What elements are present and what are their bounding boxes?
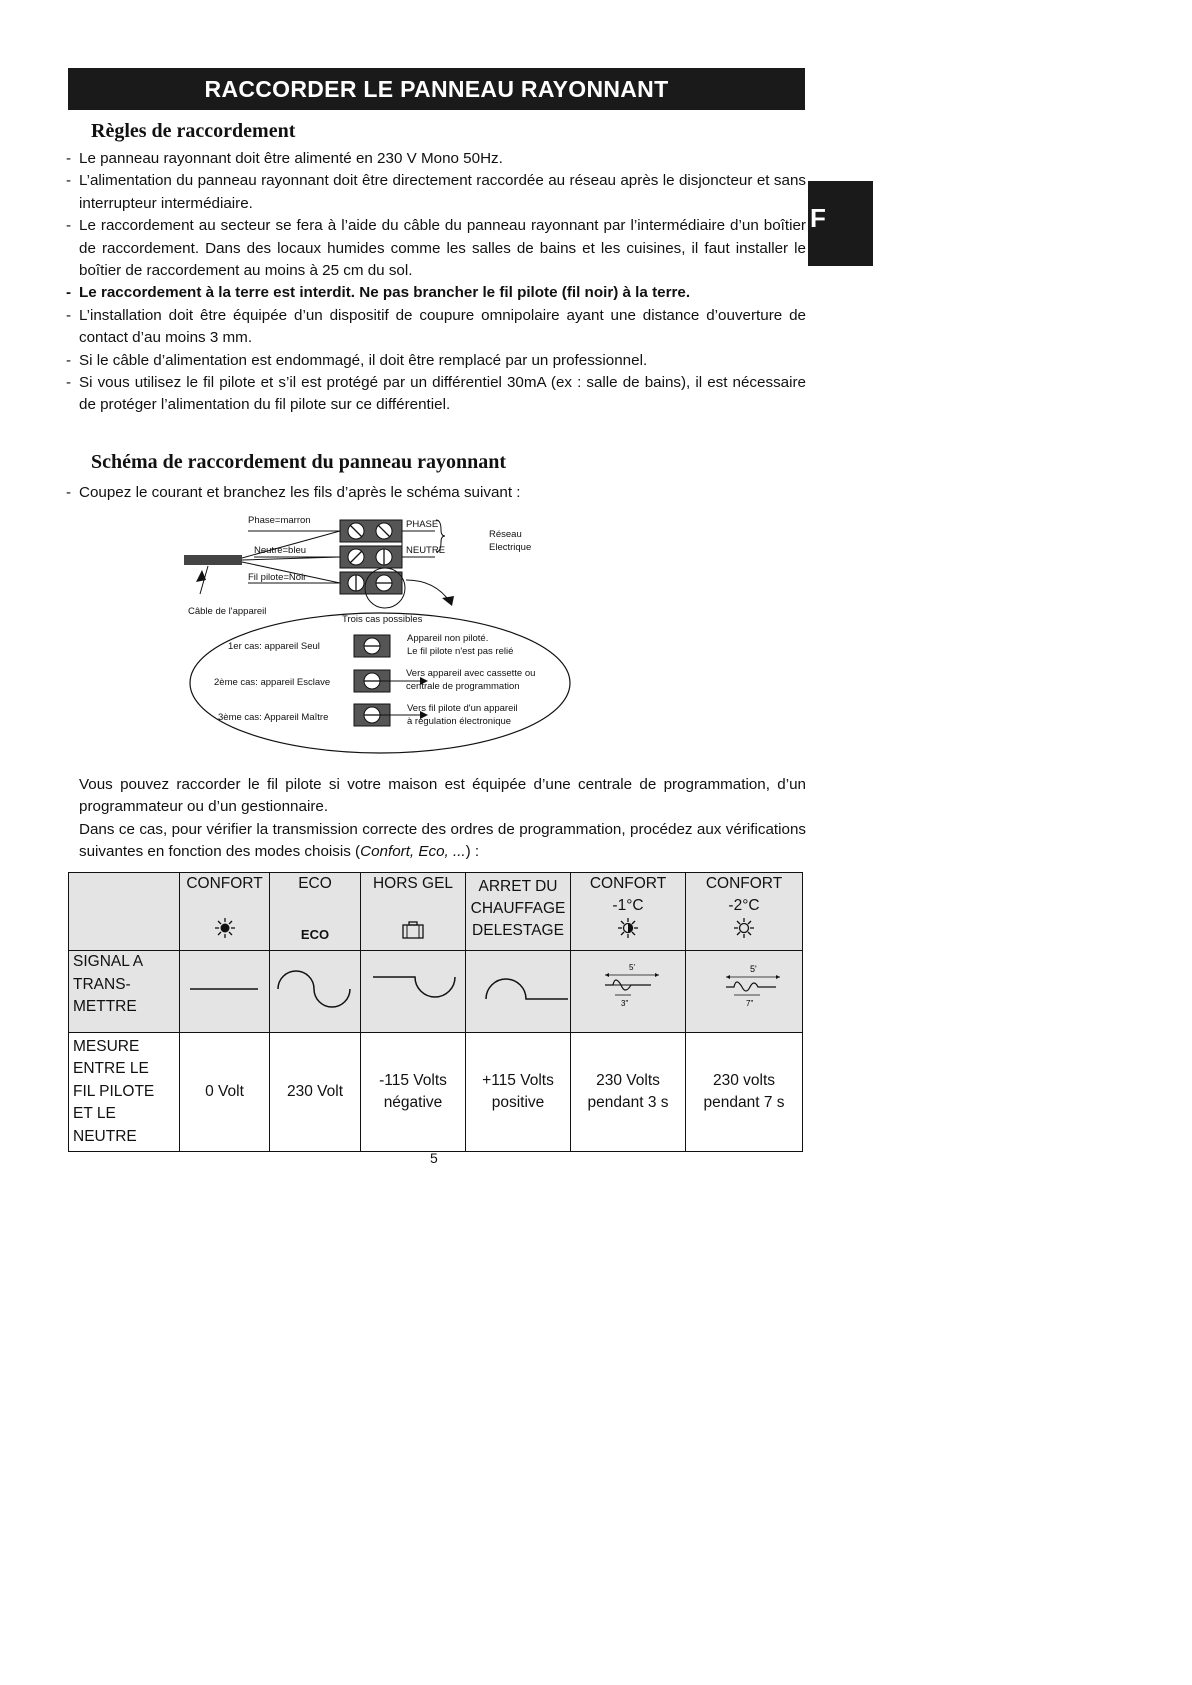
label-phase-wire: Phase=marron	[248, 515, 311, 526]
measure-confort-minus1-l2: pendant 3 s	[587, 1094, 669, 1111]
label-pilot-wire: Fil pilote=Noir	[248, 572, 307, 583]
rule-item: - Si le câble d’alimentation est endommagé, il doit être remplacé par un professionnel.	[66, 350, 806, 372]
label-phase: PHASE	[406, 519, 439, 530]
header-confort-minus1	[571, 873, 686, 951]
header-arret-l2: CHAUFFAGE	[470, 900, 566, 917]
row-label-measure-l4: ET LE	[73, 1105, 116, 1123]
signal-confort	[180, 951, 270, 1033]
label-case-3-desc-1: Vers fil pilote d'un appareil	[407, 703, 518, 714]
header-arret-l1: ARRET DU	[478, 878, 558, 895]
label-case-3-desc-2: à régulation électronique	[407, 716, 512, 727]
verification-paragraph	[66, 819, 806, 864]
rule-item: - L’alimentation du panneau rayonnant doit être directement raccordée au réseau après le disjoncteur et sans interrupteur intermédiaire.	[66, 170, 806, 215]
label-case-1-desc-2: Le fil pilote n'est pas relié	[407, 646, 514, 657]
measure-confort-minus2-l1: 230 volts	[712, 1072, 776, 1089]
signal-confort-minus1	[571, 951, 686, 1033]
measure-hors-gel-l2: négative	[383, 1094, 443, 1111]
label-case-3: 3ème cas: Appareil Maître	[218, 712, 329, 723]
header-confort-minus2-l2: -2°C	[728, 897, 760, 914]
measure-arret	[466, 1033, 571, 1152]
page-banner-title: RACCORDER LE PANNEAU RAYONNANT	[68, 68, 805, 110]
row-label-measure	[69, 1033, 180, 1152]
measure-confort	[180, 1033, 270, 1152]
rule-item: - Le raccordement au secteur se fera à l’aide du câble du panneau rayonnant par l’intermédiaire d’un boîtier de raccordement. Dans des locaux humides comme les salles de bains et les cuisines, il faut installer le boîtier de raccordement au moins à 25 cm du sol.	[66, 215, 806, 282]
row-label-signal-l3: METTRE	[73, 998, 137, 1015]
rule-item: - Le raccordement à la terre est interdit. Ne pas brancher le fil pilote (fil noir) à la terre.	[66, 282, 806, 304]
label-case-1: 1er cas: appareil Seul	[228, 641, 320, 652]
signal-confort-minus2-bottom: 7"	[746, 999, 754, 1008]
label-cases-title: Trois cas possibles	[342, 614, 423, 625]
language-tab-label: F	[810, 203, 826, 233]
header-confort-label: CONFORT	[186, 875, 263, 892]
verification-text-a: Dans ce cas, pour vérifier la transmission correcte des ordres de programmation, procédez aux vérifications suivantes en fonction des modes choisis (	[79, 821, 806, 861]
page-number: 5	[430, 1150, 438, 1166]
label-network-2: Electrique	[489, 542, 532, 553]
verification-text-b: ) :	[465, 843, 480, 861]
header-confort-minus2	[686, 873, 803, 951]
section-title-rules: Règles de raccordement	[91, 120, 296, 142]
pilot-wire-paragraph: Vous pouvez raccorder le fil pilote si votre maison est équipée d’une centrale de programmation, d’un programmateur ou d’un gestionnaire.	[79, 776, 806, 816]
header-arret	[466, 873, 571, 951]
language-tab	[808, 181, 873, 266]
measure-confort-minus1	[571, 1033, 686, 1152]
measure-hors-gel-l1: -115 Volts	[379, 1072, 447, 1089]
rules-list	[66, 148, 806, 417]
signal-confort-minus2-top: 5'	[750, 964, 757, 974]
rule-item: - Le panneau rayonnant doit être alimenté en 230 V Mono 50Hz.	[66, 148, 806, 170]
row-label-measure-l3: FIL PILOTE	[73, 1082, 155, 1100]
label-case-2-desc-2: centrale de programmation	[406, 681, 520, 692]
signal-confort-minus2	[686, 951, 803, 1033]
signal-hors-gel	[361, 951, 466, 1033]
label-cable: Câble de l'appareil	[188, 606, 267, 617]
label-case-1-desc-1: Appareil non piloté.	[407, 633, 489, 644]
measure-eco-value: 230 Volt	[286, 1083, 344, 1100]
signal-arret	[466, 951, 571, 1033]
row-label-signal-l1: SIGNAL A	[73, 953, 144, 970]
header-confort	[180, 873, 270, 951]
rule-item: - Si vous utilisez le fil pilote et s’il est protégé par un différentiel 30mA (ex : salle de bains), il est nécessaire de protéger l’alimentation du fil pilote sur ce différentiel.	[66, 372, 806, 417]
measure-confort-minus2-l2: pendant 7 s	[703, 1094, 785, 1111]
header-confort-minus1-l2: -1°C	[612, 897, 644, 914]
terminal-blocks	[340, 520, 405, 608]
measure-eco	[270, 1033, 361, 1152]
header-hors-gel	[361, 873, 466, 951]
label-case-2-desc-1: Vers appareil avec cassette ou	[406, 668, 536, 679]
table-signal-row	[69, 951, 803, 1033]
measure-confort-value: 0 Volt	[205, 1083, 244, 1100]
measure-arret-l2: positive	[491, 1094, 545, 1111]
schema-intro: - Coupez le courant et branchez les fils d’après le schéma suivant :	[66, 482, 521, 504]
wiring-diagram	[180, 510, 580, 760]
section-title-schema: Schéma de raccordement du panneau rayonnant	[91, 451, 507, 473]
label-case-2: 2ème cas: appareil Esclave	[214, 677, 331, 688]
verification-text-italic: Confort, Eco, ...	[360, 843, 466, 861]
measure-confort-minus1-l1: 230 Volts	[596, 1072, 660, 1089]
signal-eco	[270, 951, 361, 1033]
table-measure-row	[69, 1033, 803, 1152]
header-empty-cell	[69, 873, 180, 951]
header-hors-gel-label: HORS GEL	[372, 875, 454, 892]
rule-item: - L’installation doit être équipée d’un dispositif de coupure omnipolaire ayant une distance d’ouverture de contact d’au moins 3 mm.	[66, 305, 806, 350]
measure-confort-minus2	[686, 1033, 803, 1152]
row-label-measure-l1: MESURE	[73, 1037, 140, 1055]
pilot-modes-table	[68, 872, 803, 1152]
table-header-row	[69, 873, 803, 951]
signal-confort-minus1-bottom: 3"	[621, 999, 629, 1008]
label-neutral: NEUTRE	[406, 545, 446, 556]
sun-half-icon	[571, 917, 685, 946]
label-network-1: Réseau	[489, 529, 522, 540]
header-eco-label: ECO	[298, 875, 332, 892]
row-label-measure-l2: ENTRE LE	[73, 1060, 149, 1078]
header-eco	[270, 873, 361, 951]
measure-hors-gel	[361, 1033, 466, 1152]
row-label-signal-l2: TRANS-	[73, 975, 131, 993]
row-label-signal	[69, 951, 180, 1033]
suitcase-icon	[361, 921, 465, 946]
header-arret-l3: DELESTAGE	[472, 922, 564, 939]
header-confort-minus1-l1: CONFORT	[589, 875, 667, 892]
measure-arret-l1: +115 Volts	[482, 1072, 554, 1089]
eco-icon: ECO	[300, 927, 330, 942]
sun-outline-icon	[686, 917, 802, 946]
sun-icon	[180, 917, 269, 946]
label-neutral-wire: Neutre=bleu	[254, 545, 307, 556]
appliance-cable	[184, 555, 242, 565]
signal-confort-minus1-top: 5'	[629, 963, 635, 972]
row-label-measure-l5: NEUTRE	[73, 1127, 137, 1145]
header-confort-minus2-l1: CONFORT	[705, 875, 783, 892]
